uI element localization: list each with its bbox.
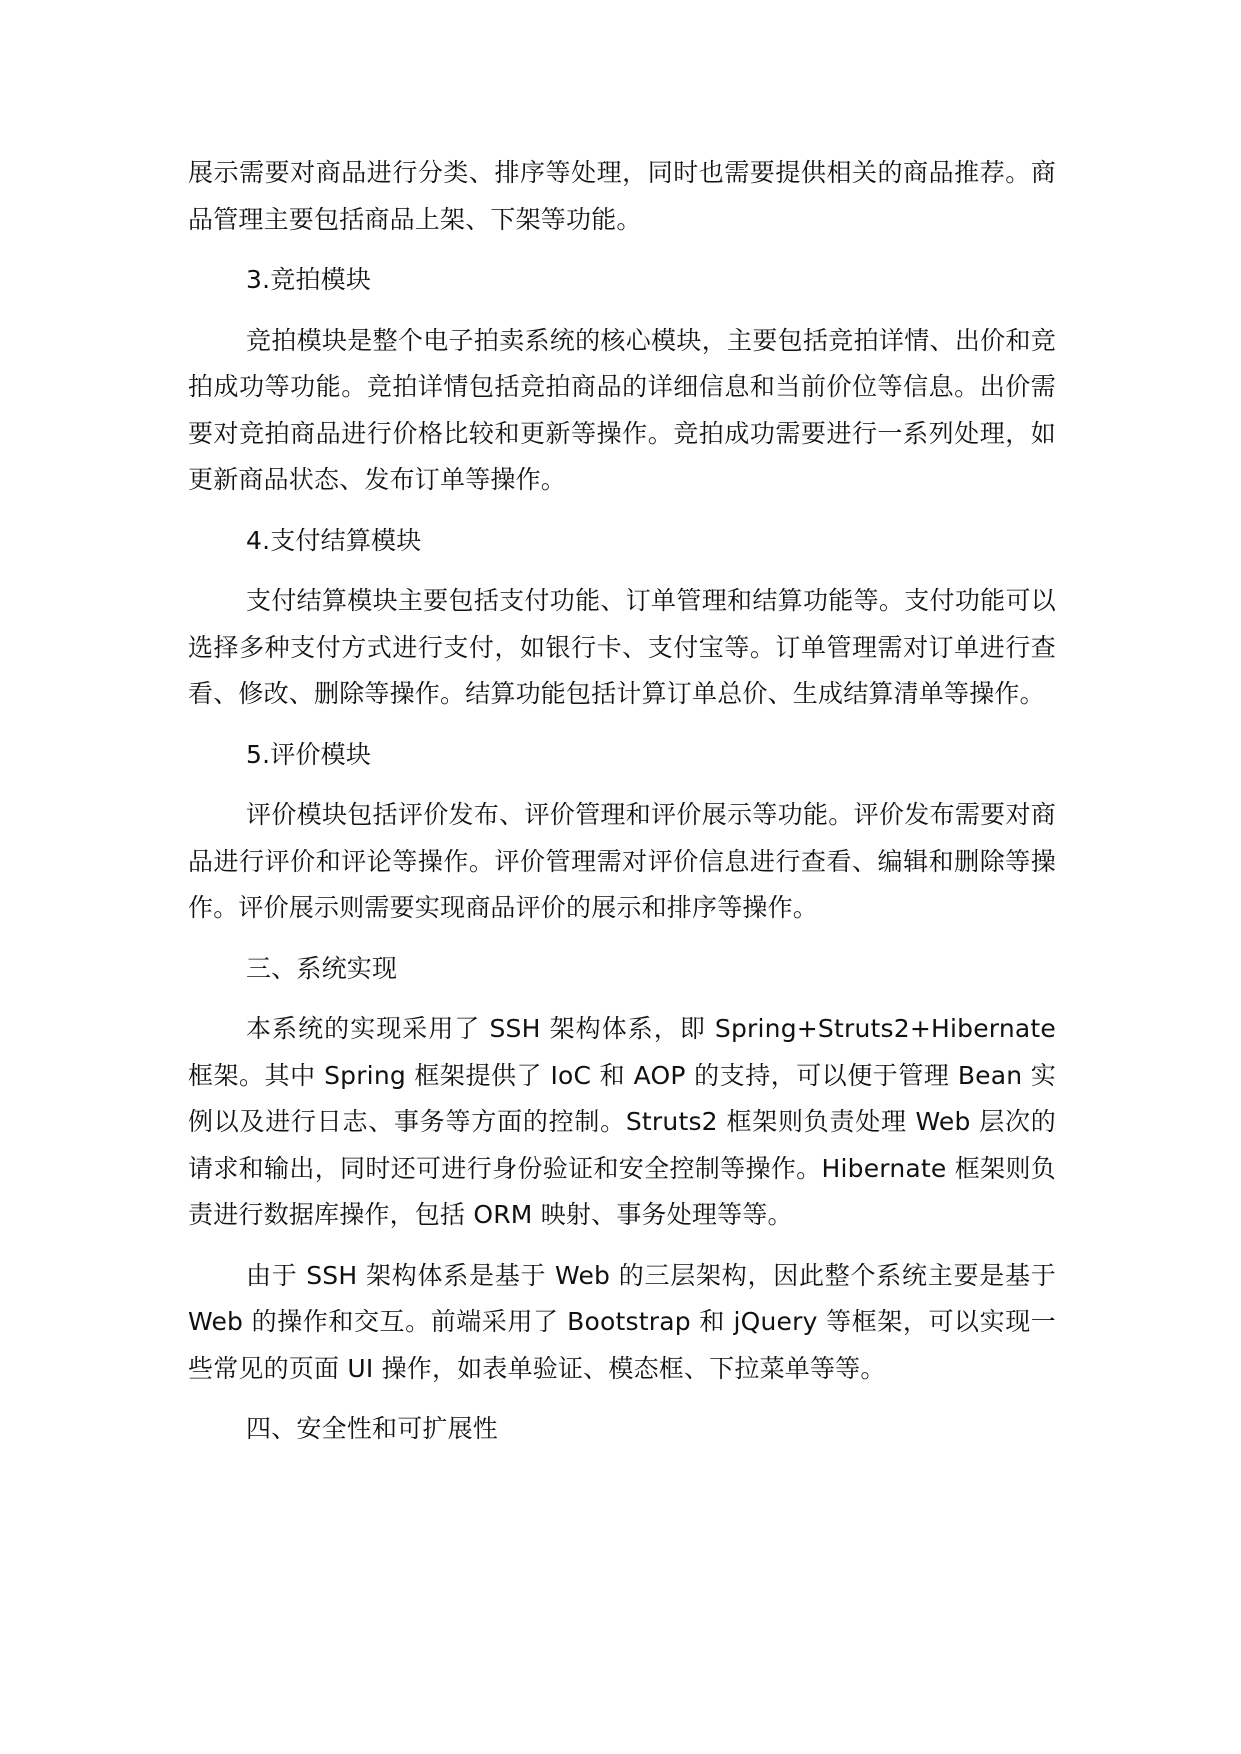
paragraph-ssh-architecture: 本系统的实现采用了 SSH 架构体系，即 Spring+Struts2+Hibernate 框架。其中 Spring 框架提供了 IoC 和 AOP 的支持，可以便于管理 Bean 实例以及进行日志、事务等方面的控制。Struts2 框架则负责处理 Web 层次的请求和输出，同时还可进行身份验证和安全控制等操作。Hibernate 框架则负责进行数据库操作，包括 ORM 映射、事务处理等等。	[188, 1014, 1056, 1229]
heading-system-implementation: 三、系统实现	[246, 953, 398, 983]
paragraph-review-module: 评价模块包括评价发布、评价管理和评价展示等功能。评价发布需要对商品进行评价和评论等操作。评价管理需对评价信息进行查看、编辑和删除等操作。评价展示则需要实现商品评价的展示和排序等操作。	[188, 800, 1056, 922]
paragraph-web-frontend: 由于 SSH 架构体系是基于 Web 的三层架构，因此整个系统主要是基于 Web 的操作和交互。前端采用了 Bootstrap 和 jQuery 等框架，可以实现一些常见的页面 UI 操作，如表单验证、模态框、下拉菜单等等。	[188, 1260, 1056, 1383]
paragraph-product-display: 展示需要对商品进行分类、排序等处理，同时也需要提供相关的商品推荐。商品管理主要包括商品上架、下架等功能。	[188, 158, 1056, 234]
heading-auction-module: 3.竞拍模块	[246, 265, 372, 294]
heading-security-scalability: 四、安全性和可扩展性	[246, 1414, 499, 1443]
heading-review-module: 5.评价模块	[246, 739, 372, 769]
paragraph-auction-module: 竞拍模块是整个电子拍卖系统的核心模块，主要包括竞拍详情、出价和竞拍成功等功能。竞拍详情包括竞拍商品的详细信息和当前价位等信息。出价需要对竞拍商品进行价格比较和更新等操作。竞拍成功需要进行一系列处理，如更新商品状态、发布订单等操作。	[188, 325, 1056, 494]
heading-payment-module: 4.支付结算模块	[246, 525, 422, 555]
document-page	[188, 150, 1056, 1467]
paragraph-payment-module: 支付结算模块主要包括支付功能、订单管理和结算功能等。支付功能可以选择多种支付方式进行支付，如银行卡、支付宝等。订单管理需对订单进行查看、修改、删除等操作。结算功能包括计算订单总价、生成结算清单等操作。	[188, 586, 1056, 708]
